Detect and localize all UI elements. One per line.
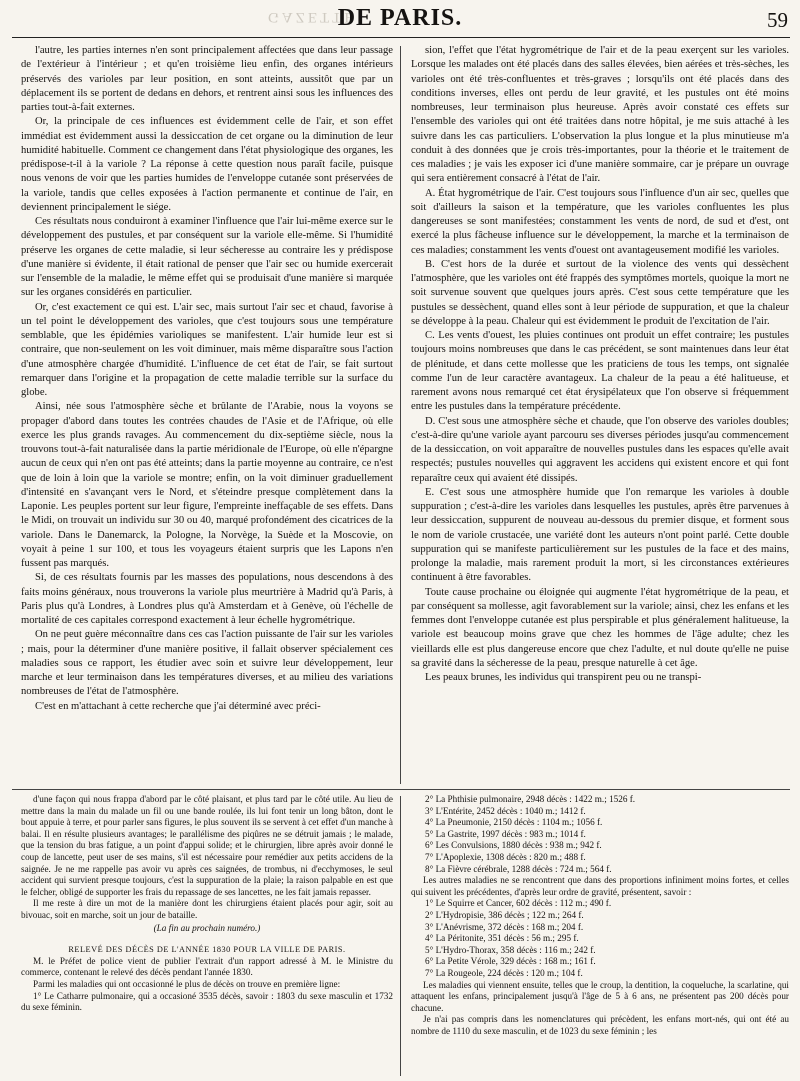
paragraph: Or, la principale de ces influences est évidemment celle de l'air, et son effet immédiat est évidemment aussi la dessiccation de cet organe ou la diminution de leur humidité habituelle. Comment ce changement dans l'état physiologique des organes, les prédispose-t-il à la variole ? La réponse à cette question nous paraît facile, puisque nous venons de voir que les parties humides de l'enveloppe cutanée sont préservées de la variole, tandis que celles exposées à l'action permanente et continue de l'air, en deviennent principalement le siége. <box>21 116 393 213</box>
paragraph: C'est en m'attachant à cette recherche que j'ai déterminé avec préci- <box>35 700 321 712</box>
mortality-list-secondary <box>411 898 789 979</box>
list-item: 7° La Rougeole, 224 décès : 120 m.; 104 f. <box>425 967 583 978</box>
paragraph: Ainsi, née sous l'atmosphère sèche et brûlante de l'Arabie, nous la voyons se propager d'abord dans toutes les contrées chaudes de l'Asie et de l'Afrique, où elle exerce les plus grands ravages. Au commencement du dix-septième siècle, nous la trouvons tout-à-fait naturalisée dans la partie méridionale de l'Europe, où elle n'épargne aucun de ceux qui n'en ont pas été atteints; dans la partie moyenne au contraire, ce n'est que de loin à loin que la variole se montre; enfin, on la voit diminuer graduellement d'intensité en s'avançant vers le Nord, et s'éteindre presque complètement dans la Laponie. Les peuples portent sur leur figure, l'empreinte ineffaçable de ses effets. Dans le Midi, on trouvait un individu sur 30 ou 40, marqué profondément des cicatrices de la variole. Dans le Danemarck, la Pologne, la Norvège, la Suède et la Moscovie, on voyait à peine 1 sur 100, et tous les voyageurs étaient surpris que les Lapons n'en fussent pas marqués. <box>21 401 393 569</box>
footnote-column-right <box>411 794 789 1076</box>
paragraph: B. C'est hors de la durée et surtout de la violence des vents qui dessèchent l'atmosphère, que les varioles ont été frappés des symptômes mortels, quoique la mort ne soit survenue souvent que quelques jours après. C'est sous cette température que les pustules se dessèchent, quand elles sont à leur période de suppuration, et que la chaleur se développe à la peau. Chaleur qui est évidemment le produit de l'excitation de l'air. <box>411 258 789 327</box>
list-item: 1° Le Squirre et Cancer, 602 décès : 112 m.; 490 f. <box>425 898 612 909</box>
mortality-list-main <box>411 794 789 875</box>
footnote-rule <box>12 789 790 790</box>
paragraph: A. État hygrométrique de l'air. C'est toujours sous l'influence d'un air sec, quelles que soit d'ailleurs la saison et la température, que les varioles confluentes les plus dangereuses se sont manifestées; constamment les vents de nord, de sud et d'est, ont exercé la plus fâcheuse influence sur le développement, la marche et la terminaison de ces maladies; constamment les vents d'ouest ont avantageusement modifié les varioles. <box>411 187 789 256</box>
paragraph: Toute cause prochaine ou éloignée qui augmente l'état hygrométrique de la peau, et par conséquent sa mollesse, agit favorablement sur la variole; ainsi, chez les enfans et les femmes dont l'enveloppe cutanée est plus perspirable et plus généralement halitueuse, la variole est beaucoup moins grave que chez les hommes de l'âge adulte; chez les vieillards elle est plus dangereuse encore que chez l'adulte, et nul doute qu'elle ne puise sa gravité dans la sécheresse de la peau, presque naturelle à cet âge. <box>411 586 789 669</box>
list-item: 6° Les Convulsions, 1880 décès : 938 m.; 942 f. <box>425 840 602 851</box>
footnote-paragraph: Il me reste à dire un mot de la manière dont les chirurgiens étaient placés pour agir, soit au bivouac, soit en marche, soit un jour de bataille. <box>21 898 393 920</box>
footnote-paragraph: Les autres maladies ne se rencontrent que dans des proportions infiniment moins fortes, et celles qui suivent les précédentes, d'après leur ordre de gravité, présentent, savoir : <box>411 875 789 897</box>
footnote-paragraph: 1° Le Catharre pulmonaire, qui a occasioné 3535 décès, savoir : 1803 du sexe masculin et 1732 du sexe féminin. <box>21 990 393 1013</box>
column-divider <box>400 46 401 784</box>
footnote-column-divider <box>400 796 401 1076</box>
list-item: 2° La Phthisie pulmonaire, 2948 décès : 1422 m.; 1526 f. <box>425 794 636 804</box>
paragraph: On ne peut guère méconnaître dans ces cas l'action puissante de l'air sur les varioles ; mais, pour la déterminer d'une manière positive, il fallait observer spécialement ces maladies sous ce rapport, les étudier avec soin et suivre leur développement, leur marche et leur terminaison dans les températures diverses, et au milieu des variations nombreuses de l'état de l'atmosphère. <box>21 629 393 698</box>
continued-notice: (La fin au prochain numéro.) <box>153 922 261 933</box>
paragraph: Si, de ces résultats fournis par les masses des populations, nous descendons à des faits moins généraux, nous trouverons la variole plus meurtrière à Madrid qu'à Paris, à Paris plus qu'à Londres, à Londres plus qu'à Amsterdam et à Genève, où l'échelle de mortalité de ces capitales correspond exactement à leur échelle hygrométrique. <box>21 572 393 626</box>
paragraph: Or, c'est exactement ce qui est. L'air sec, mais surtout l'air sec et chaud, favorise à un tel point le développement des varioles, que c'est toujours sous une température semblable, que les épidémies varioliques se manifestent. L'air humide leur est si contraire, que non-seulement on les voit diminuer, mais même disparaître sous l'action d'une atmosphère chargée d'humidité. L'influence de cet état de l'air, se fait surtout remarquer dans l'origine et la propagation de cette maladie terrible sur la surface du globe. <box>21 301 393 398</box>
page-number: 59 <box>767 8 788 32</box>
list-item: 5° L'Hydro-Thorax, 358 décès : 116 m.; 242 f. <box>425 944 596 955</box>
paragraph: C. Les vents d'ouest, les pluies continues ont produit un effet contraire; les pustules toujours moins nombreuses que dans le cas précédent, se sont maintenues dans leur état de plénitude, et dans cette mollesse que les praticiens de tous les temps, ont signalée comme l'un de leur caractère avantageux. La chaleur de la peau a été halitueuse, et rarement avons nous remarqué cet état érysipélateux que l'on observe si fréquemment entre les pustules dans la température précédente. <box>411 330 789 413</box>
paragraph: Les peaux brunes, les individus qui transpirent peu ou ne transpi- <box>425 672 702 683</box>
list-item: 6° La Petite Vérole, 329 décès : 168 m.; 161 f. <box>425 956 596 967</box>
footnote-paragraph: Les maladies qui viennent ensuite, telles que le croup, la dentition, la coqueluche, la scarlatine, qui attaquent les enfans, principalement jusqu'à l'âge de 5 à 6 ans, ne présentent pas 200 décès pour chacune. <box>411 979 789 1013</box>
list-item: 4° La Pneumonie, 2150 décès : 1104 m.; 1056 f. <box>425 817 603 828</box>
paragraph: sion, l'effet que l'état hygrométrique de l'air et de la peau exerçent sur les varioles. Lorsque les malades ont été placés dans des salles élevées, bien aérées et très-sèches, les varioles ont été très-confluentes et très-graves ; lorsqu'ils ont été placés dans des conditions inverses, elles ont perdu de leur gravité, et les pustules ont été moins nombreuses, leur terminaison plus heureuse. Après avoir constaté ces effets sur l'ensemble des varioles qui ont été traitées dans notre hôpital, je me suis attaché à les suivre dans les cas particuliers. L'observation la plus longue et la plus minutieuse m'a conduit à des données que je crois très-importantes, pour la théorie et le traitement de ces maladies ; je vais les exposer ici d'une manière sommaire, car je prépare un ouvrage qui sera entièrement consacré à l'état de l'air. <box>411 45 789 185</box>
article-column-left <box>21 44 393 788</box>
list-item: 3° L'Entérite, 2452 décès : 1040 m.; 1412 f. <box>425 805 586 816</box>
paragraph: l'autre, les parties internes n'en sont principalement affectées que dans leur passage de l'extérieur à l'intérieur ; et qu'en troisième lieu enfin, des organes intérieurs préservés des varioles par leur position, en sont atteints, aussitôt que par un déplacement ils se portent de dedans en dehors, et rentrent ainsi sous les influences des parties tout-à-fait externes. <box>21 45 393 113</box>
paragraph: E. C'est sous une atmosphère humide que l'on remarque les varioles à double suppuration ; c'est-à-dire les varioles dans lesquelles les pustules, après être parvenues à leur dessiccation, suppurent de nouveau au-dessous du premier disque, et forment sous le nom de variole crustacée, une variété dont les auteurs n'ont point parlé. Cette double suppuration qui se manifeste particulièrement sur les pustules de la face et des mains, prolonge la maladie, mais rarement produit la mort, si les circonstances extérieures continuent à être favorables. <box>411 486 789 584</box>
footnote-paragraph: Je n'ai pas compris dans les nomenclatures qui précèdent, les enfans mort-nés, qui ont été au nombre de 1110 du sexe masculin, et de 1023 du sexe féminin ; les <box>411 1014 789 1036</box>
list-item: 4° La Péritonite, 351 décès : 56 m.; 295 f. <box>425 933 579 944</box>
footnote-paragraph: M. le Préfet de police vient de publier l'extrait d'un rapport adressé à M. le Ministre du commerce, contenant le relevé des décès pendant l'année 1830. <box>21 955 393 978</box>
list-item: 3° L'Anévrisme, 372 décès : 168 m.; 204 f. <box>425 921 584 932</box>
article-column-right <box>411 44 789 788</box>
footnote-paragraph: d'une façon qui nous frappa d'abord par le côté plaisant, et plus tard par le côté utile. Au lieu de mettre dans la main du malade un fil ou une bande roulée, ils lui font tenir un long bâton, dont le bout appuie à terre, et pour parler sans figures, le plus souvent ils se servent à cet effet d'un manche à balai. Il en résulte plusieurs avantages; le parallélisme des piqûres ne se détruit jamais ; le malade, que la tension du bras fatigue, a un point d'appui solide; et le chirurgien, libre après avoir donné le coup de lancette, peut user de ses mains, s'il est nécessaire pour remédier aux petits accidens de la saignée. Je ne me rappelle pas avoir vu après ces saignées, de trombus, ni d'ecchymoses, le seul accident qui survient presque toujours, c'est la suppuration de la plaie; la raison palpable en est que le felcher, obligé de supporter les frais du repassage de ses lancettes, ne les fait jamais repasser. <box>21 794 393 897</box>
header-rule <box>12 37 790 38</box>
list-item: 2° L'Hydropisie, 386 décès ; 122 m.; 264 f. <box>425 909 584 920</box>
footnote-column-left <box>21 794 393 1076</box>
list-item: 5° La Gastrite, 1997 décès : 983 m.; 1014 f. <box>425 828 586 839</box>
paragraph: D. C'est sous une atmosphère sèche et chaude, que l'on observe des varioles doubles; c'est-à-dire qu'une variole ayant parcouru ses diverses périodes jusqu'au commencement de la dessiccation, on voit apparaître de nouvelles pustules dans les espaces qu'elle avait respectés; pustules nouvelles qui aggravent les accidens qui existent encore et qui font reparaître ceux qui avaient été dissipés. <box>411 415 789 484</box>
page-title: DE PARIS. <box>337 5 463 31</box>
footnote-paragraph: Parmi les maladies qui ont occasionné le plus de décès on trouve en première ligne: <box>33 978 341 989</box>
header-ghost: GAZETTE <box>268 9 357 25</box>
section-heading: RELEVÉ DES DÉCÈS DE L'ANNÉE 1830 POUR LA VILLE DE PARIS. <box>68 945 346 955</box>
paragraph: Ces résultats nous conduiront à examiner l'influence que l'air lui-même exerce sur le développement des pustules, et par conséquent sur la variole elle-même. Si l'humidité préserve les organes de cette maladie, si leur sécheresse au contraire les y prédispose d'une manière si évidente, il était rational de penser que l'air sec ou humide exercerait sur l'ensemble de la maladie, le même effet qui se produisait d'une manière si marquée sur les organes considérés en particulier. <box>21 216 393 299</box>
list-item: 7° L'Apoplexie, 1308 décès : 820 m.; 488 f. <box>425 851 586 862</box>
list-item: 8° La Fièvre cérébrale, 1288 décès : 724 m.; 564 f. <box>425 863 612 874</box>
